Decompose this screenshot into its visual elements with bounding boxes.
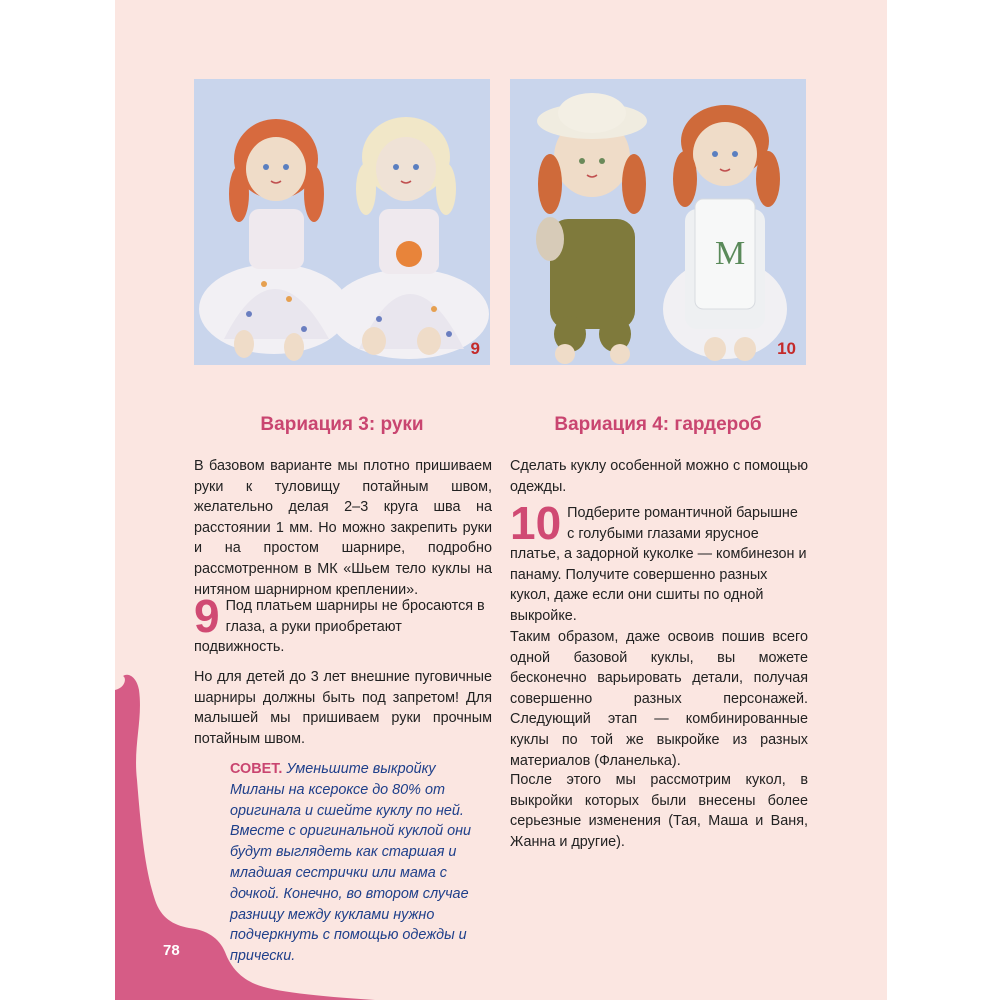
section-heading-variation-4: Вариация 4: гардероб [554, 414, 762, 435]
photo-number: 10 [777, 339, 796, 358]
step-number: 9 [194, 590, 220, 642]
paragraph: Таким образом, даже освоив пошив всего одной базовой куклы, вы можете бесконечно варьировать детали, получая совершенно разных персонажей. Следующий этап — комбинированные куклы по той же выкройке из разных материалов (Фланелька). [510, 629, 808, 769]
photo-number: 9 [470, 339, 480, 358]
tip-text: Уменьшите выкройку Миланы на ксероксе до 80% от оригинала и сшейте куклу по ней. Вместе с оригинальной куклой они будут выглядеть как старшая и младшая сестрички или мама с дочкой. Конечно, во втором случае разницу между куклами нужно подчеркнуть с помощью одежды и прически. [230, 761, 471, 965]
paragraph: Сделать куклу особенной можно с помощью одежды. [510, 458, 808, 495]
section-heading-variation-3: Вариация 3: руки [260, 414, 424, 435]
page-number: 78 [163, 942, 180, 959]
tip-label: СОВЕТ. [230, 761, 283, 777]
tip-box [230, 759, 492, 967]
photo-dolls-variation-4 [510, 79, 806, 365]
svg-text:M: M [715, 235, 746, 272]
book-page [115, 0, 887, 1000]
step-number: 10 [510, 497, 562, 549]
paragraph: После этого мы рассмотрим кукол, в выкройки которых были внесены более серьезные изменения (Тая, Маша и Ваня, Жанна и другие). [510, 772, 808, 850]
dolls-illustration [510, 79, 806, 365]
step-text: Подберите романтичной барышне с голубыми глазами ярусное платье, а задорной куколке — комбинезон и панаму. Получите совершенно разных кукол, даже если они сшиты по одной выкройке. [510, 505, 807, 624]
paragraph: Но для детей до 3 лет внешние пуговичные шарниры должны быть под запретом! Для малышей мы пришиваем руки прочным потайным швом. [194, 669, 492, 747]
step-text: Под платьем шарниры не бросаются в глаза, а руки приобретают подвижность. [194, 598, 485, 656]
paragraph: В базовом варианте мы плотно пришиваем руки к туловищу потайным швом, желательно делая 2–3 круга шва на расстоянии 1 мм. Но можно закрепить руки и на простом шарнире, подробно рассмотренном в МК «Шьем тело куклы на нитяном шарнирном креплении». [194, 458, 492, 598]
step-10 [510, 497, 808, 627]
photo-dolls-variation-3 [194, 79, 490, 365]
step-9 [194, 590, 492, 658]
dolls-illustration [194, 79, 490, 365]
